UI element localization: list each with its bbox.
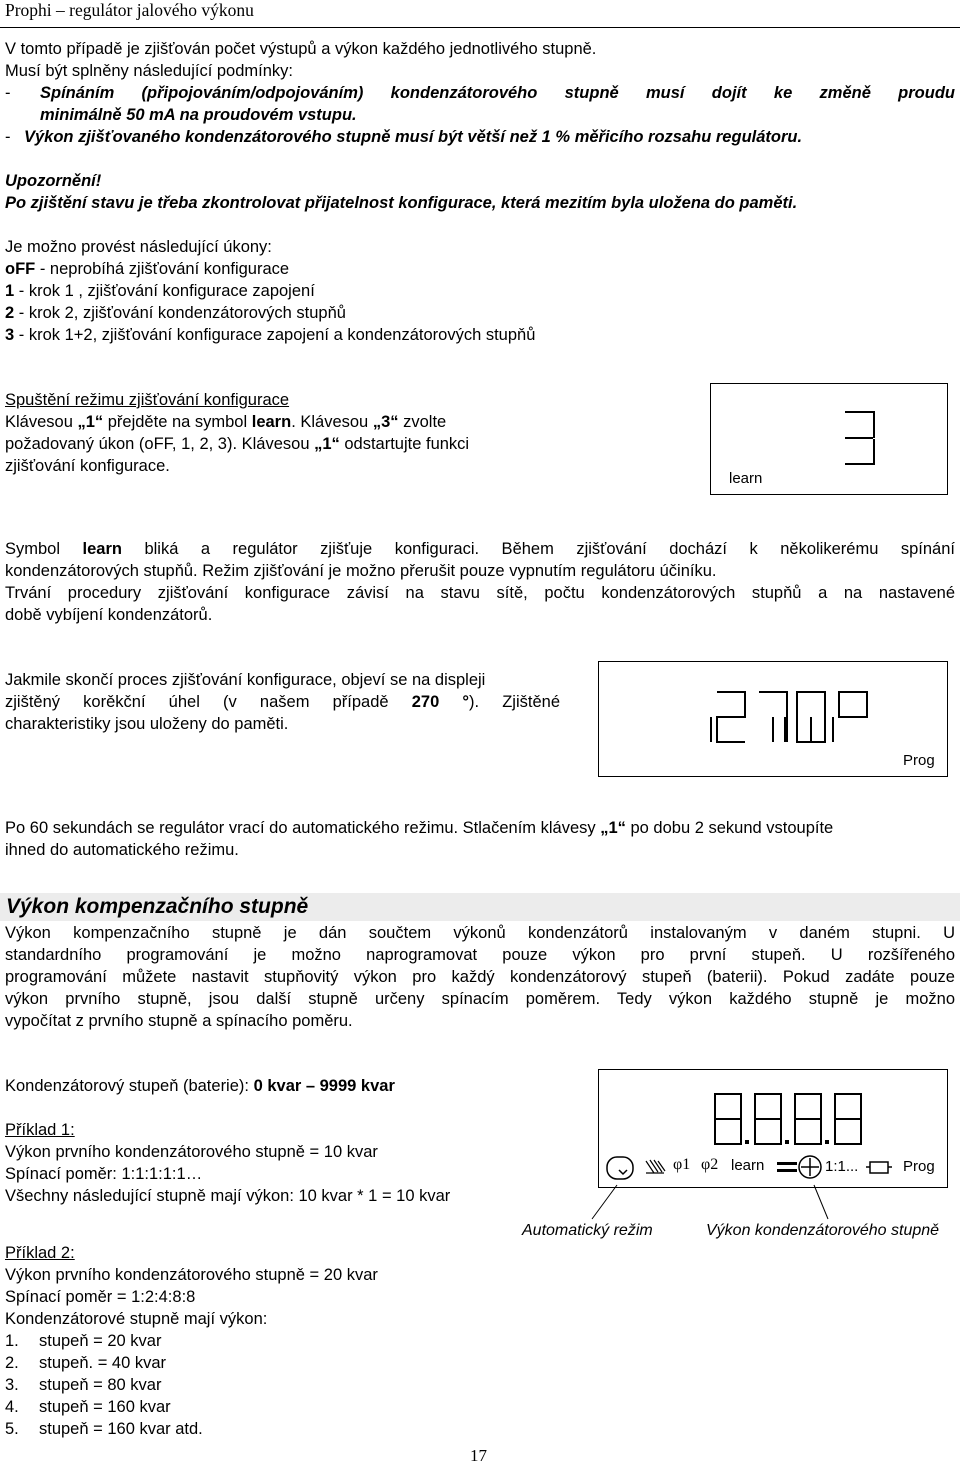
learn-indicator: learn bbox=[729, 470, 763, 487]
learn-label: learn bbox=[731, 1157, 765, 1174]
example-2-line-2: Spínací poměr = 1:2:4:8:8 bbox=[5, 1288, 196, 1306]
list-item: 4. stupeň = 160 kvar bbox=[5, 1398, 171, 1416]
ratio-label: 1:1... bbox=[825, 1158, 859, 1175]
learn-para-line-2: kondenzátorových stupňů. Režim zjišťování je možno přerušit pouze vypnutím regulátoru účiníku. bbox=[5, 562, 717, 580]
panel-display bbox=[598, 1069, 948, 1188]
learn-para-line-3: Trvání procedury zjišťování konfigurace závisí na stavu sítě, počtu kondenzátorových stupňů a na nastavené bbox=[5, 584, 955, 602]
prog-indicator: Prog bbox=[903, 752, 935, 769]
example-1-title: Příklad 1: bbox=[5, 1121, 75, 1139]
action-item-2: 2 - krok 2, zjišťování kondenzátorových stupňů bbox=[5, 304, 346, 322]
page-number: 17 bbox=[470, 1446, 487, 1465]
result-line-1: Jakmile skončí proces zjišťování konfigurace, objeví se na displeji bbox=[5, 671, 486, 689]
section-line-3: programování můžete nastavit stupňovitý výkon pro každý kondenzátorový stupeň (baterii). Pokud zadáte pouze bbox=[5, 968, 955, 986]
section-line-5: vypočítat z prvního stupně a spínacího poměru. bbox=[5, 1012, 353, 1030]
prog-label: Prog bbox=[903, 1158, 935, 1175]
example-1-line-1: Výkon prvního kondenzátorového stupně = 10 kvar bbox=[5, 1143, 378, 1161]
range-line: Kondenzátorový stupeň (baterie): 0 kvar – 9999 kvar bbox=[5, 1077, 395, 1095]
condition-1-line-2: minimálně 50 mA na proudovém vstupu. bbox=[40, 106, 357, 124]
seven-seg-digit-3 bbox=[839, 411, 879, 467]
list-item: 1. stupeň = 20 kvar bbox=[5, 1332, 162, 1350]
example-1-line-2: Spínací poměr: 1:1:1:1:1… bbox=[5, 1165, 203, 1183]
learn-para-line-1: Symbol learn bliká a regulátor zjišťuje konfiguraci. Během zjišťování dochází k několikerému spínání bbox=[5, 540, 955, 558]
auto-line-2: ihned do automatického režimu. bbox=[5, 841, 239, 859]
start-line-1: Klávesou „1“ přejděte na symbol learn. Klávesou „3“ zvolte bbox=[5, 413, 447, 431]
start-line-3: zjišťování konfigurace. bbox=[5, 457, 170, 475]
example-2-line-1: Výkon prvního kondenzátorového stupně = 20 kvar bbox=[5, 1266, 378, 1284]
section-line-1: Výkon kompenzačního stupně je dán součtem výkonů kondenzátorů instalovaným v daném stupni. U bbox=[5, 924, 955, 942]
section-line-2: standardního programování je možno naprogramovat pouze výkon pro první stupeň. U rozšířeného bbox=[5, 946, 955, 964]
example-2-line-3: Kondenzátorové stupně mají výkon: bbox=[5, 1310, 268, 1328]
auto-line-1: Po 60 sekundách se regulátor vrací do automatického režimu. Stlačením klávesy „1“ po dobu 2 sekund vstoupíte bbox=[5, 819, 834, 837]
list-item: 5. stupeň = 160 kvar atd. bbox=[5, 1420, 203, 1438]
action-item-3: 3 - krok 1+2, zjišťování konfigurace zapojení a kondenzátorových stupňů bbox=[5, 326, 536, 344]
start-line-2: požadovaný úkon (oFF, 1, 2, 3). Klávesou „1“ odstartujte funkci bbox=[5, 435, 470, 453]
example-2-title: Příklad 2: bbox=[5, 1244, 75, 1262]
result-display bbox=[598, 661, 948, 777]
intro-paragraph-2: Musí být splněny následující podmínky: bbox=[5, 62, 293, 80]
seven-seg-display-270 bbox=[599, 662, 947, 776]
example-1-line-3: Všechny následující stupně mají výkon: 10 kvar * 1 = 10 kvar bbox=[5, 1187, 451, 1205]
condition-2-dash: - bbox=[5, 128, 11, 146]
section-line-4: výkon prvního stupně, jsou další stupně určeny spínacím poměrem. Tedy výkon každého stupně je možno bbox=[5, 990, 955, 1008]
section-title: Výkon kompenzačního stupně bbox=[6, 895, 309, 918]
learn-display bbox=[710, 383, 948, 495]
warning-text: Po zjištění stavu je třeba zkontrolovat přijatelnost konfigurace, která mezitím byla uložena do paměti. bbox=[5, 194, 798, 212]
condition-1-line-1: Spínáním (připojováním/odpojováním) kondenzátorového stupně musí dojít ke změně proudu bbox=[40, 84, 955, 102]
seven-seg-display-8888 bbox=[599, 1070, 947, 1150]
phi2-label: φ2 bbox=[701, 1156, 719, 1173]
document-header: Prophi – regulátor jalového výkonu bbox=[5, 0, 254, 20]
caption-auto-mode: Automatický režim bbox=[522, 1222, 653, 1239]
start-heading: Spuštění režimu zjišťování konfigurace bbox=[5, 391, 290, 409]
result-line-2: zjištěný korěkční úhel (v našem případě 270 °). Zjištěné bbox=[5, 693, 561, 711]
condition-1-dash: - bbox=[5, 84, 11, 102]
condition-2-text: Výkon zjišťovaného kondenzátorového stupně musí být větší než 1 % měřicího rozsahu regulátoru. bbox=[24, 128, 803, 146]
warning-title: Upozornění! bbox=[5, 172, 102, 190]
result-line-3: charakteristiky jsou uloženy do paměti. bbox=[5, 715, 289, 733]
action-item-off: oFF - neprobíhá zjišťování konfigurace bbox=[5, 260, 290, 278]
action-item-1: 1 - krok 1 , zjišťování konfigurace zapojení bbox=[5, 282, 315, 300]
list-item: 3. stupeň = 80 kvar bbox=[5, 1376, 162, 1394]
phi1-label: φ1 bbox=[673, 1156, 691, 1173]
caption-stage-power: Výkon kondenzátorového stupně bbox=[706, 1222, 940, 1239]
actions-intro: Je možno provést následující úkony: bbox=[5, 238, 272, 256]
intro-paragraph-1: V tomto případě je zjišťován počet výstupů a výkon každého jednotlivého stupně. bbox=[5, 40, 597, 58]
learn-para-line-4: době vybíjení kondenzátorů. bbox=[5, 606, 213, 624]
header-rule bbox=[0, 27, 960, 28]
list-item: 2. stupeň. = 40 kvar bbox=[5, 1354, 167, 1372]
